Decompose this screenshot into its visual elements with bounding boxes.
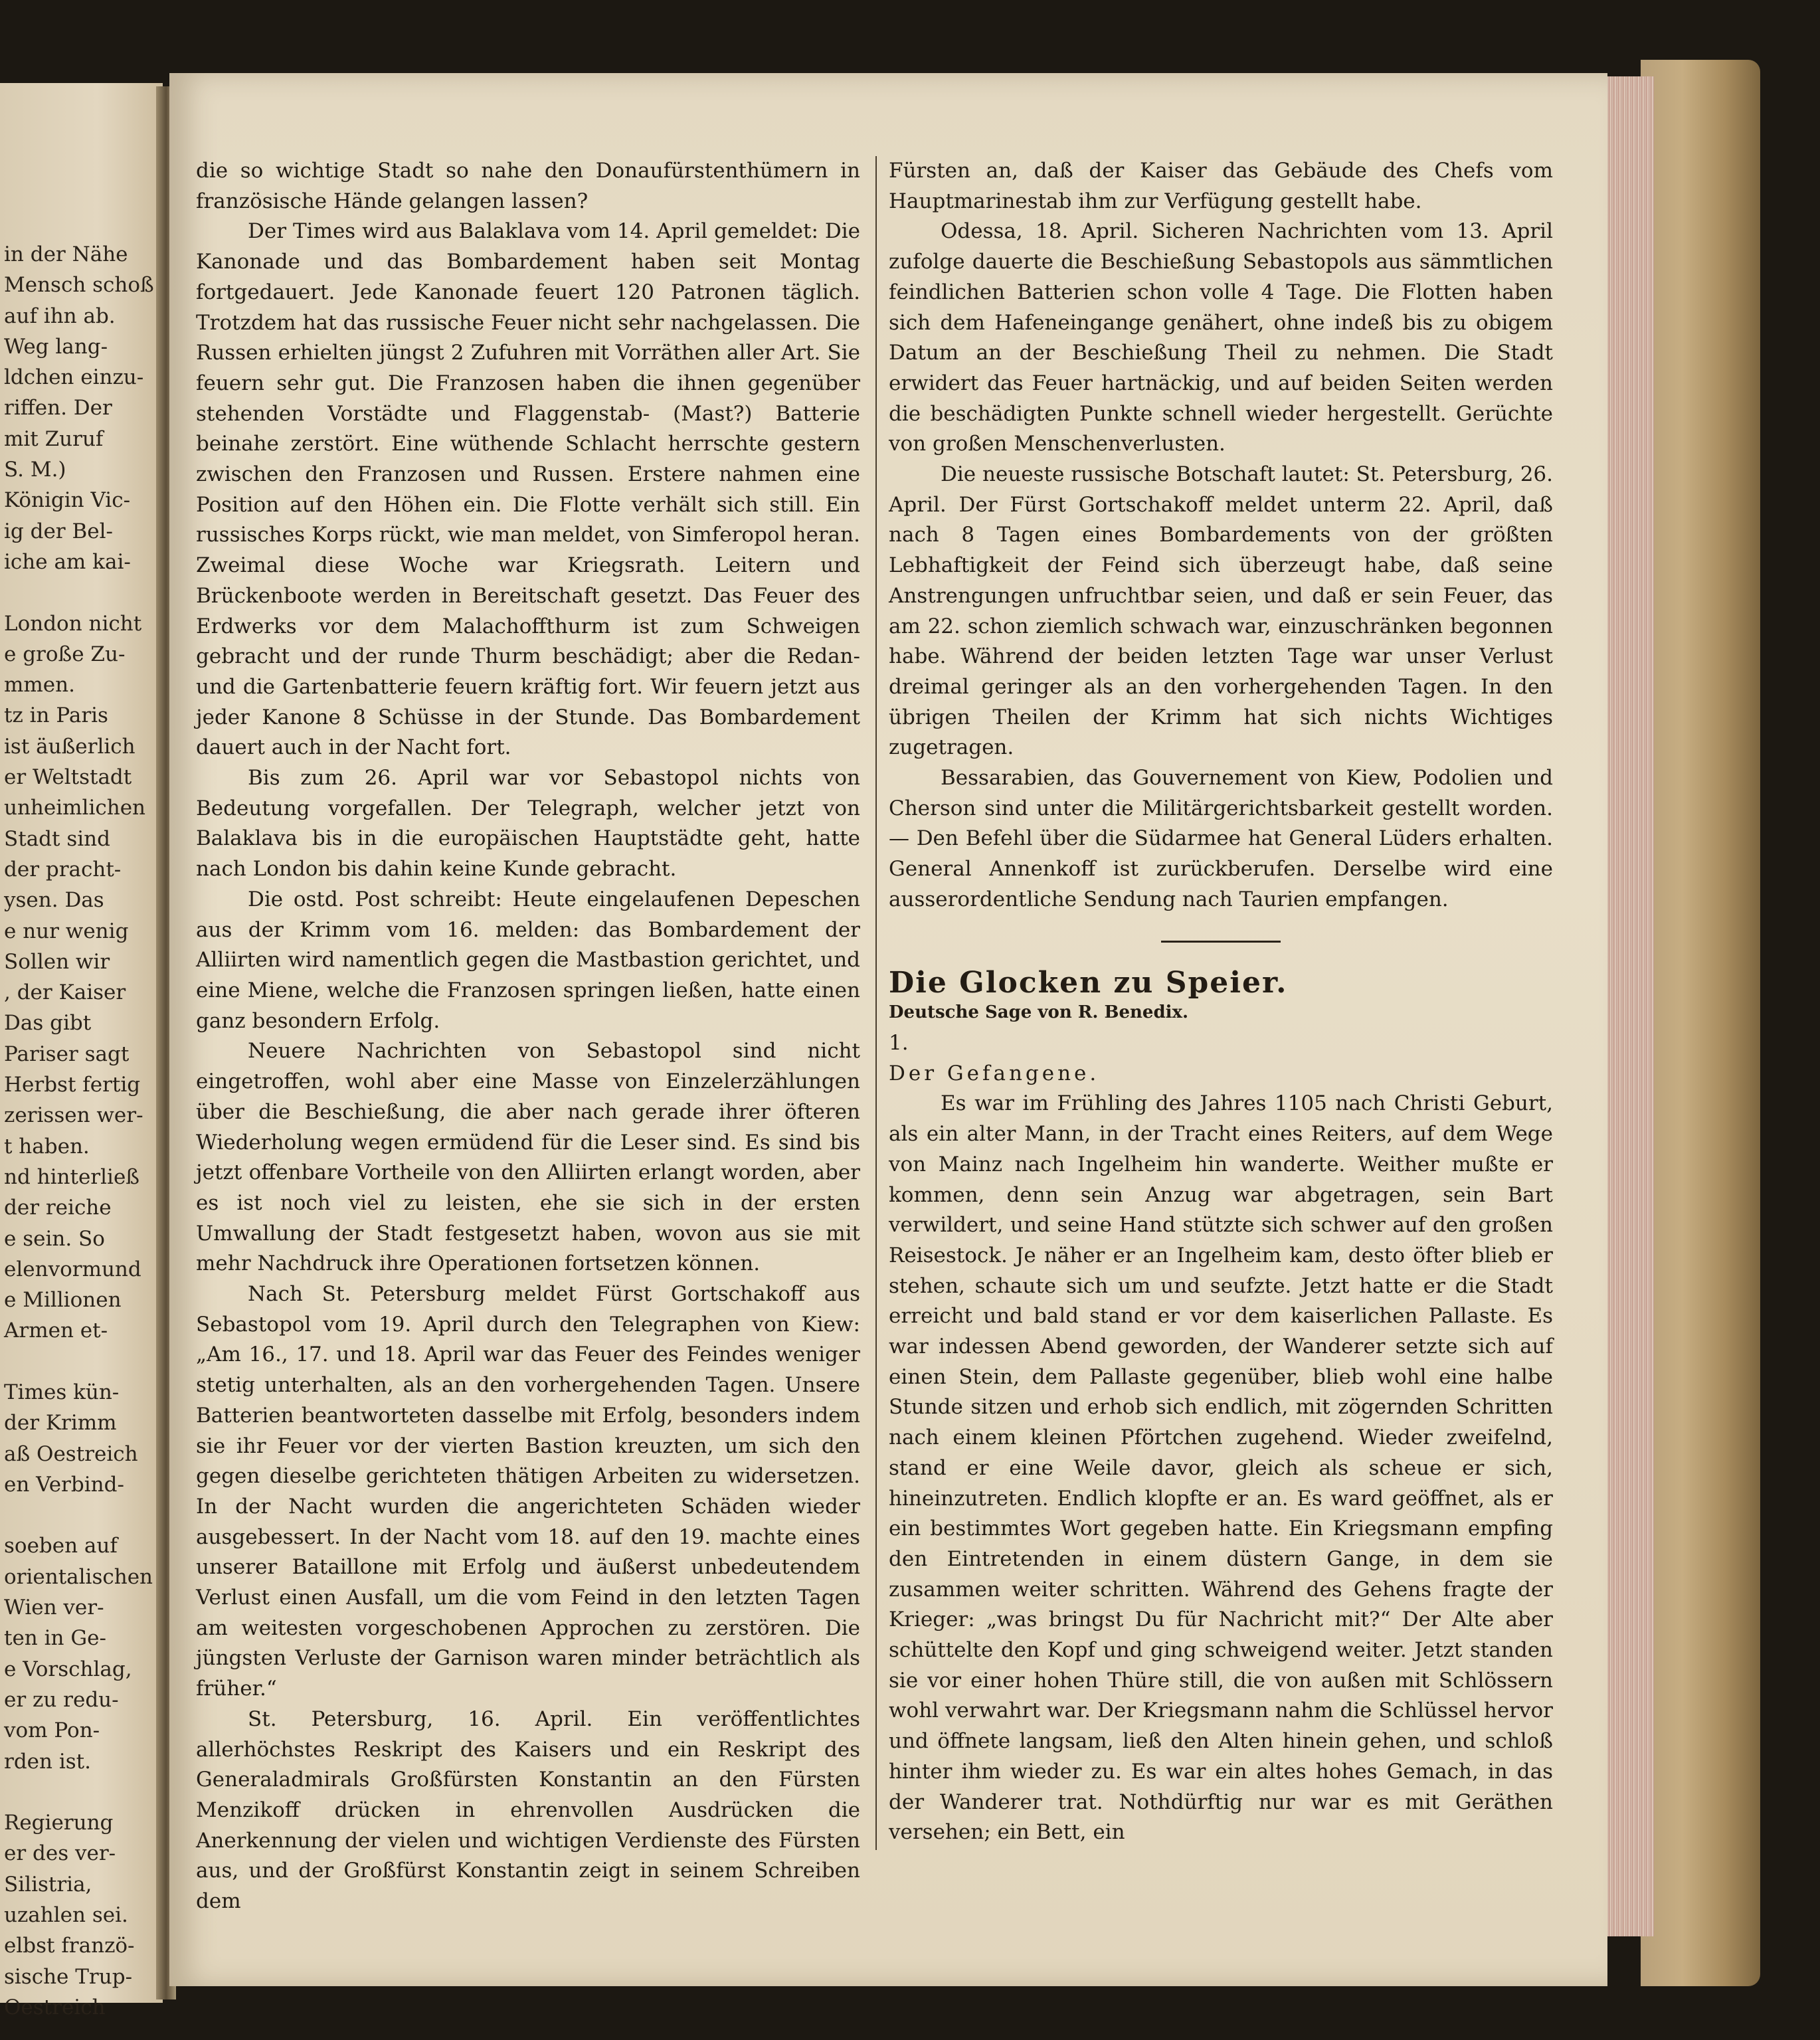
article-paragraph: St. Petersburg, 16. April. Ein veröffentlichtes allerhöchstes Reskript des Kaisers und ein Reskript des Generaladmirals Großfürsten Konstantin an den Fürsten Menzikoff drücken in ehrenvollen Ausdrücken die Anerkennung der vielen und wichtigen Verdienste des Fürsten aus, und der Großfürst Konstantin zeigt in seinem Schreiben dem (196, 1707, 860, 1914)
left-fragment-line: t haben. (4, 1134, 90, 1159)
left-fragment-line: der Krimm (4, 1411, 117, 1436)
left-fragment-line: elenvormund (4, 1257, 141, 1281)
left-page-text-fragments (4, 239, 154, 2023)
article-paragraph: Bis zum 26. April war vor Sebastopol nichts von Bedeutung vorgefallen. Der Telegraph, welcher jetzt von Balaklava bis in die europäischen Hauptstädte geht, hatte nach London bis dahin keine Kunde gebracht. (196, 766, 860, 881)
left-fragment-line: Stadt sind (4, 826, 110, 851)
left-fragment-line: , der Kaiser (4, 980, 126, 1005)
left-fragment-line: aß Oestreich (4, 1441, 138, 1466)
left-fragment-line: Weg lang- (4, 334, 108, 359)
left-fragment-line: uzahlen sei. (4, 1903, 128, 1928)
left-fragment-line: ist äußerlich (4, 734, 136, 759)
left-fragment-line: er Weltstadt (4, 765, 132, 790)
chapter-title: Der Gefangene. (889, 1061, 1100, 1085)
left-fragment-line: auf ihn ab. (4, 304, 116, 328)
left-fragment-line: e Vorschlag, (4, 1657, 132, 1681)
text-column-1 (196, 156, 860, 1917)
article-paragraph: Die neueste russische Botschaft lautet: St. Petersburg, 26. April. Der Fürst Gortschakoff meldet unterm 22. April, daß nach 8 Tagen eines Bombardements von der größten Lebhaftigkeit der Feind sich überzeugt habe, daß seine Anstrengungen unfruchtbar seien, und daß er sein Feuer, das am 22. schon ziemlich schwach war, einzuschränken begonnen habe. Während der beiden letzten Tage war unser Verlust dreimal geringer als an den vorhergehenden Tagen. In den übrigen Theilen der Krimm hat sich nichts Wichtiges zugetragen. (889, 462, 1553, 760)
article-paragraph: Odessa, 18. April. Sicheren Nachrichten vom 13. April zufolge dauerte die Beschießung Sebastopols aus sämmtlichen feindlichen Batterien schon volle 4 Tage. Die Flotten haben sich dem Hafeneingange genähert, ohne indeß bis zu obigem Datum an der Beschießung Theil zu nehmen. Die Stadt erwidert das Feuer hartnäckig, und auf beiden Seiten werden die beschädigten Punkte schnell wieder hergestellt. Gerüchte von großen Menschenverlusten. (889, 219, 1553, 456)
left-fragment-line: mit Zuruf (4, 426, 104, 451)
news-section (889, 156, 1553, 915)
left-fragment-line: e große Zu- (4, 642, 126, 666)
left-fragment-line: riffen. Der (4, 396, 112, 420)
left-fragment-line (4, 1346, 134, 1377)
left-fragment-line (4, 577, 134, 608)
left-fragment-line: Sollen wir (4, 949, 110, 974)
left-fragment-line: unheimlichen (4, 796, 146, 820)
left-fragment-line: en Verbind- (4, 1472, 124, 1497)
left-fragment-line: ysen. Das (4, 888, 104, 913)
book-cover-board (1641, 60, 1760, 1986)
left-fragment-line: sische Trup- (4, 1964, 133, 1989)
left-fragment-line: elbst franzö- (4, 1934, 135, 1958)
left-fragment-line: Mensch schoß (4, 273, 154, 298)
left-fragment-line: Silistria, (4, 1872, 92, 1897)
left-fragment-line: in der Nähe (4, 242, 128, 266)
book-page-edges (1607, 76, 1654, 1936)
article-paragraph: Neuere Nachrichten von Sebastopol sind nicht eingetroffen, wohl aber eine Masse von Einzelerzählungen über die Beschießung, die aber nach gerade ihrer öfteren Wiederholung wegen ermüdend für die Leser sind. Es sind bis jetzt offenbare Vortheile von den Alliirten erlangt worden, aber es ist noch viel zu leisten, ehe sie sich in der ersten Umwallung der Stadt festgesetzt haben, wovon aus sie mit mehr Nachdruck ihre Operationen fortsetzen können. (196, 1039, 860, 1276)
left-fragment-line: e nur wenig (4, 919, 129, 943)
article-paragraph: Bessarabien, das Gouvernement von Kiew, Podolien und Cherson sind unter die Militärgerichtsbarkeit gestellt worden. — Den Befehl über die Südarmee hat General Lüders erhalten. General Annenkoff ist zurückberufen. Derselbe wird eine ausserordentliche Sendung nach Taurien empfangen. (889, 766, 1553, 911)
left-fragment-line: zerissen wer- (4, 1103, 143, 1128)
left-fragment-line: Das gibt (4, 1011, 92, 1036)
text-column-2 (889, 156, 1553, 1848)
left-fragment-line: soeben auf (4, 1534, 118, 1558)
left-fragment-line: ig der Bel- (4, 519, 113, 543)
left-fragment-line: Armen et- (4, 1319, 108, 1343)
left-fragment-line: S. M.) (4, 458, 66, 482)
left-fragment-line: ldchen einzu- (4, 365, 144, 390)
article-paragraph: Nach St. Petersburg meldet Fürst Gortschakoff aus Sebastopol vom 19. April durch den Telegraphen von Kiew: „Am 16., 17. und 18. April war das Feuer des Feindes weniger stetig unterhalten, als an den vorhergehenden Tagen. Unsere Batterien beantworteten dasselbe mit Erfolg, besonders indem sie ihr Feuer vor der vierten Bastion kreuzten, um sich den gegen dieselbe gerichteten thätigen Arbeiten zu widersetzen. In der Nacht wurden die angerichteten Schäden wieder ausgebessert. In der Nacht vom 18. auf den 19. machte eines unserer Bataillone mit Erfolg und äußerst unbedeutendem Verlust einen Ausfall, um die vom Feind in den letzten Tagen am weitesten vorgeschobenen Approchen zu zerstören. Die jüngsten Verluste der Garnison waren minder beträchtlich als früher.“ (196, 1282, 860, 1701)
left-fragment-line: Herbst fertig (4, 1073, 141, 1097)
left-fragment-line: e Millionen (4, 1288, 122, 1313)
left-fragment-line (4, 1777, 134, 1808)
left-fragment-line: der reiche (4, 1196, 112, 1220)
left-fragment-line: London nicht (4, 611, 142, 636)
left-fragment-line: nd hinterließ (4, 1164, 140, 1189)
left-fragment-line: rden ist. (4, 1749, 91, 1774)
left-fragment-line: Wien ver- (4, 1596, 104, 1620)
section-divider (1161, 941, 1281, 943)
article-paragraph: die so wichtige Stadt so nahe den Donaufürstenthümern in französische Hände gelangen lassen? (196, 159, 860, 213)
left-fragment-line: ten in Ge- (4, 1626, 106, 1651)
left-fragment-line: Times kün- (4, 1380, 120, 1404)
left-fragment-line: iche am kai- (4, 549, 131, 574)
left-fragment-line: vom Pon- (4, 1718, 100, 1743)
left-fragment-line: er des ver- (4, 1841, 116, 1866)
column-divider (875, 156, 877, 1850)
left-fragment-line: Oestreich (4, 1995, 106, 2019)
article-paragraph: Fürsten an, daß der Kaiser das Gebäude des Chefs vom Hauptmarinestab ihm zur Verfügung gestellt habe. (889, 159, 1553, 213)
left-fragment-line: er zu redu- (4, 1687, 119, 1712)
left-fragment-line: der pracht- (4, 857, 122, 881)
left-fragment-line (4, 1500, 134, 1530)
left-fragment-line: tz in Paris (4, 703, 108, 728)
article-paragraph: Der Times wird aus Balaklava vom 14. April gemeldet: Die Kanonade und das Bombardement haben seit Montag fortgedauert. Jede Kanonade feuert 120 Patronen täglich. Trotzdem hat das russische Feuer nicht sehr nachgelassen. Die Russen erhielten jüngst 2 Zufuhren mit Vorräthen aller Art. Sie feuern sehr gut. Die Franzosen haben die ihnen gegenüber stehenden Vorstädte und Flaggenstab- (Mast?) Batterie beinahe zerstört. Eine wüthende Schlacht herrschte gestern zwischen den Franzosen und Russen. Erstere nahmen eine Position auf den Höhen ein. Die Flotte verhält sich still. Ein russisches Korps rückt, wie man meldet, von Simferopol heran. Zweimal diese Woche war Kriegsrath. Leitern und Brückenboote werden in Bereitschaft gesetzt. Das Feuer des Erdwerks vor dem Malachoffthurm ist zum Schweigen gebracht und der runde Thurm beschädigt; aber die Redan- und die Gartenbatterie feuern kräftig fort. Wir feuern jetzt aus jeder Kanone 8 Schüsse in der Stunde. Das Bombardement dauert auch in der Nacht fort. (196, 219, 860, 760)
left-fragment-line: orientalischen (4, 1564, 153, 1589)
chapter-number: 1. (889, 1030, 909, 1055)
left-fragment-line: mmen. (4, 673, 75, 697)
left-fragment-line: Königin Vic- (4, 488, 131, 513)
story-title: Die Glocken zu Speier. (889, 965, 1288, 1000)
article-paragraph: Die ostd. Post schreibt: Heute eingelaufenen Depeschen aus der Krimm vom 16. melden: das Bombardement der Alliirten wird namentlich gegen die Mastbastion gerichtet, und eine Miene, welche die Franzosen springen ließen, hatte einen ganz besondern Erfolg. (196, 887, 860, 1033)
left-fragment-line: e sein. So (4, 1226, 105, 1251)
left-fragment-line: Pariser sagt (4, 1042, 130, 1066)
story-subtitle: Deutsche Sage von R. Benedix. (889, 1002, 1189, 1023)
left-page (0, 83, 163, 2019)
left-fragment-line: Regierung (4, 1811, 114, 1835)
story-paragraph: Es war im Frühling des Jahres 1105 nach Christi Geburt, als ein alter Mann, in der Tracht eines Reiters, auf dem Wege von Mainz nach Ingelheim hin wanderte. Weither mußte er kommen, denn sein Anzug war abgetragen, sein Bart verwildert, und seine Hand stützte sich schwer auf den großen Reisestock. Je näher er an Ingelheim kam, desto öfter blieb er stehen, schaute sich um und seufzte. Jetzt hatte er die Stadt erreicht und bald stand er vor dem kaiserlichen Pallaste. Es war indessen Abend geworden, der Wanderer setzte sich auf einen Stein, dem Pallaste gegenüber, blieb wohl eine halbe Stunde sitzen und erhob sich endlich, mit zögernden Schritten nach einem kleinen Pförtchen zugehend. Wieder zweifelnd, stand er eine Weile davor, gleich als scheue er sich, hineinzutreten. Endlich klopfte er an. Es ward geöffnet, als er ein bestimmtes Wort gegeben hatte. Ein Kriegsmann empfing den Eintretenden in einem düstern Gange, in dem sie zusammen weiter schritten. Während des Gehens fragte der Krieger: „was bringst Du für Nachricht mit?“ Der Alte aber schüttelte den Kopf und ging schweigend weiter. Jetzt standen sie vor einer hohen Thüre still, die von außen mit Schlössern wohl verwahrt war. Der Kriegsmann nahm die Schlüssel hervor und öffnete langsam, ließ den Alten hinein gehen, und schloß hinter ihm wieder zu. Es war ein altes hohes Gemach, in das der Wanderer trat. Nothdürftig nur war es mit Geräthen versehen; ein Bett, ein (889, 1091, 1553, 1845)
